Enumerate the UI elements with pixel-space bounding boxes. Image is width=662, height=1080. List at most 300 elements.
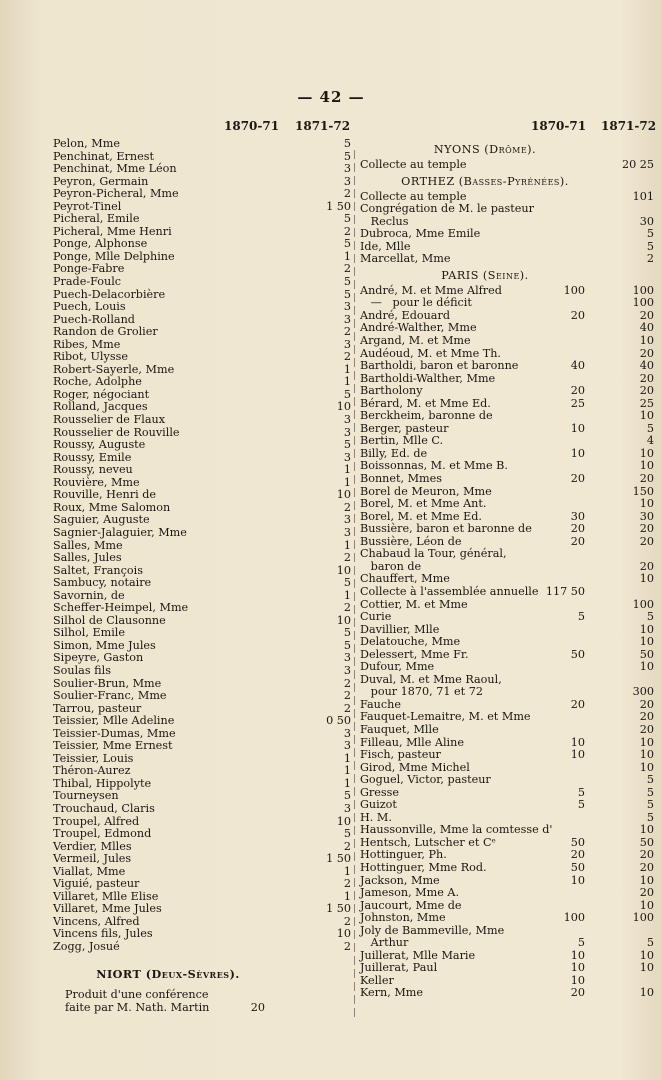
amount-1871-72: 2: [343, 676, 351, 690]
donor-name: Collecte au temple: [360, 189, 467, 203]
list-item: [360, 824, 660, 837]
donor-name: Trouchaud, Claris: [53, 801, 155, 815]
list-item: [360, 937, 660, 950]
amount-1871-72: 40: [639, 359, 654, 373]
donor-name: Soulier-Brun, Mme: [53, 676, 162, 690]
donor-name: Rolland, Jacques: [53, 400, 148, 414]
amount-1871-72: 3: [343, 300, 351, 314]
amount-1871-72: 5: [646, 773, 654, 787]
amount-1871-72: 20: [639, 886, 654, 900]
donor-name: Soulas fils: [53, 663, 111, 677]
donor-name: André, M. et Mme Alfred: [360, 283, 502, 297]
donor-name: Hottinguer, Mme Rod.: [360, 860, 487, 874]
left-column: [53, 138, 353, 954]
amount-1871-72: 5: [343, 212, 351, 226]
list-item: [360, 862, 660, 875]
amount-1871-72: 20: [639, 697, 654, 711]
amount-1871-72: 20: [639, 371, 654, 385]
amount-1870-71: 10: [570, 961, 585, 975]
donor-name: — pour le déficit: [360, 296, 472, 310]
amount-1871-72: 20: [639, 534, 654, 548]
amount-1871-72: 2: [343, 689, 351, 703]
right-column: [360, 140, 660, 1000]
amount-1871-72: 2: [343, 940, 351, 953]
amount-1871-72: 100: [632, 296, 654, 310]
amount-1870-71: 25: [570, 396, 585, 410]
list-item: [360, 335, 660, 348]
amount-1871-72: 5: [343, 137, 351, 150]
list-item: [53, 665, 353, 678]
right-header-1871: 1871-72: [601, 119, 657, 133]
amount-1871-72: 5: [646, 936, 654, 950]
list-item: [360, 636, 660, 649]
amount-1870-71: 20: [570, 384, 585, 398]
amount-1871-72: 1: [343, 463, 351, 477]
amount-1870-71: 50: [570, 835, 585, 849]
amount-1871-72: 10: [639, 572, 654, 586]
amount-1870-71: 50: [570, 860, 585, 874]
list-item: [360, 962, 660, 975]
amount-1871-72: 10: [639, 660, 654, 674]
amount-1871-72: 5: [646, 785, 654, 799]
donor-name: Puech-Delacorbière: [53, 287, 166, 301]
donor-name: H. M.: [360, 810, 392, 824]
amount-1871-72: 3: [343, 162, 351, 176]
amount-1871-72: 5: [646, 227, 654, 241]
amount-1871-72: 20: [639, 308, 654, 322]
donor-name: Girod, Mme Michel: [360, 760, 470, 774]
amount-1871-72: 20: [639, 472, 654, 486]
donor-name: Verdier, Mlles: [53, 839, 132, 853]
amount-1871-72: 1: [343, 889, 351, 903]
donor-name: Roger, négociant: [53, 387, 150, 401]
donor-name: Teissier-Dumas, Mme: [53, 726, 176, 740]
donor-name: Bonnet, Mmes: [360, 472, 443, 486]
amount-1871-72: 5: [343, 789, 351, 803]
list-item: [53, 163, 353, 176]
amount-1871-72: 5: [646, 610, 654, 624]
amount-1871-72: 5: [646, 798, 654, 812]
list-item: [360, 523, 660, 536]
list-item: [53, 489, 353, 502]
amount-1871-72: 3: [343, 337, 351, 351]
donor-name: Puech, Louis: [53, 300, 126, 314]
section-heading-row: [360, 172, 660, 191]
donor-name: Congrégation de M. le pasteur: [360, 202, 534, 216]
donor-name: Peyron-Picheral, Mme: [53, 187, 179, 201]
list-item: [53, 853, 353, 866]
amount-1871-72: 5: [343, 438, 351, 452]
niort-section: [53, 968, 353, 1014]
list-item: [360, 661, 660, 674]
amount-1871-72: 2: [343, 601, 351, 615]
amount-1870-71: 20: [570, 697, 585, 711]
donor-name: Delatouche, Mme: [360, 635, 461, 649]
donor-name: Vincens, Alfred: [53, 914, 140, 928]
donor-name: Jackson, Mme: [360, 873, 440, 887]
donor-name: Teissier, Mme Ernest: [53, 739, 173, 753]
amount-1871-72: 1 50: [326, 902, 351, 916]
amount-1871-72: 3: [343, 174, 351, 188]
amount-1871-72: 150: [632, 484, 654, 498]
donor-name: Peyrot-Tinel: [53, 199, 122, 213]
list-item: [53, 828, 353, 841]
amount-1871-72: 2: [343, 262, 351, 276]
list-item: [53, 213, 353, 226]
donor-name: Johnston, Mme: [360, 911, 446, 925]
amount-1871-72: 10: [336, 400, 351, 414]
donor-name: Ribot, Ulysse: [53, 350, 128, 364]
donor-name: Haussonville, Mme la comtesse d': [360, 823, 553, 837]
donor-name: Teissier, Mlle Adeline: [53, 714, 175, 728]
amount-1871-72: 20: [639, 710, 654, 724]
donor-name: Savornin, de: [53, 588, 125, 602]
donor-name: baron de: [360, 559, 422, 573]
amount-1871-72: 3: [343, 651, 351, 665]
amount-1871-72: 5: [646, 239, 654, 253]
amount-1871-72: 30: [639, 509, 654, 523]
donor-name: Thibal, Hippolyte: [53, 776, 152, 790]
donor-name: Chauffert, Mme: [360, 572, 450, 586]
donor-name: Fauche: [360, 697, 401, 711]
donor-name: Gresse: [360, 785, 400, 799]
donor-name: Villaret, Mlle Elise: [53, 889, 159, 903]
donor-name: Théron-Aurez: [53, 764, 131, 778]
donor-name: Berger, pasteur: [360, 421, 449, 435]
amount-1871-72: 10: [639, 873, 654, 887]
amount-1871-72: 10: [336, 814, 351, 828]
list-item: [53, 765, 353, 778]
amount-1870-71: 20: [570, 848, 585, 862]
amount-1871-72: 5: [343, 387, 351, 401]
amount-1871-72: 5: [343, 638, 351, 652]
donor-name: Fauquet-Lemaitre, M. et Mme: [360, 710, 531, 724]
list-item: [53, 552, 353, 565]
amount-1871-72: 100: [632, 597, 654, 611]
right-header-1870: 1870-71: [531, 119, 587, 133]
amount-1871-72: 1: [343, 776, 351, 790]
list-item: [360, 599, 660, 612]
donor-name: Tarrou, pasteur: [53, 701, 142, 715]
amount-1871-72: 20: [639, 860, 654, 874]
amount-1871-72: 20: [639, 346, 654, 360]
donor-name: Salles, Jules: [53, 551, 122, 565]
amount-1870-71: 10: [570, 873, 585, 887]
amount-1871-72: 300: [632, 685, 654, 699]
amount-1871-72: 2: [343, 914, 351, 928]
amount-1871-72: 10: [639, 748, 654, 762]
list-item: [360, 385, 660, 398]
donor-name: Zogg, Josué: [53, 940, 120, 953]
amount-1871-72: 1: [343, 249, 351, 263]
amount-1870-71: 50: [570, 647, 585, 661]
donor-name: Bertin, Mlle C.: [360, 434, 444, 448]
amount-1871-72: 100: [632, 911, 654, 925]
donor-name: Hottinguer, Ph.: [360, 848, 447, 862]
donor-name: Vermeil, Jules: [53, 852, 132, 866]
amount-1871-72: 10: [336, 613, 351, 627]
list-item: [53, 715, 353, 728]
amount-1871-72: 5: [343, 287, 351, 301]
amount-1871-72: 5: [343, 576, 351, 590]
amount-1871-72: 3: [343, 525, 351, 539]
donor-name: Pelon, Mme: [53, 137, 120, 150]
donor-name: Rousselier de Flaux: [53, 413, 166, 427]
donor-name: Troupel, Alfred: [53, 814, 140, 828]
amount-1871-72: 3: [343, 663, 351, 677]
amount-1871-72: 3: [343, 450, 351, 464]
amount-1871-72: 1: [343, 864, 351, 878]
amount-1870-71: 5: [577, 610, 585, 624]
list-item: [360, 203, 660, 216]
amount-1871-72: 2: [343, 551, 351, 565]
list-item: [360, 611, 660, 624]
donor-name: Silhol, Emile: [53, 626, 126, 640]
list-item: [53, 803, 353, 816]
donor-name: Simon, Mme Jules: [53, 638, 156, 652]
donor-name: Guizot: [360, 798, 397, 812]
amount-1871-72: 10: [336, 488, 351, 502]
donor-name: Bérard, M. et Mme Ed.: [360, 396, 491, 410]
amount-1871-72: 2: [646, 252, 654, 266]
niort-heading: NIORT (Deux-Sèvres).: [96, 967, 240, 981]
list-item: [53, 138, 353, 151]
list-item: [360, 253, 660, 266]
donor-name: Scheffer-Heimpel, Mme: [53, 601, 189, 615]
list-item: [53, 941, 353, 954]
amount-1871-72: 50: [639, 835, 654, 849]
amount-1871-72: 5: [343, 237, 351, 251]
amount-1870-71: 40: [570, 359, 585, 373]
niort-line1-row: [53, 989, 353, 1002]
donor-name: Saguier, Auguste: [53, 513, 150, 527]
donor-name: Fisch, pasteur: [360, 748, 441, 762]
donor-name: Arthur: [360, 936, 409, 950]
donor-name: Berckheim, baronne de: [360, 409, 493, 423]
niort-line1: Produit d'une conférence: [65, 988, 209, 1001]
donor-name: Ponge, Alphonse: [53, 237, 148, 251]
list-item: [360, 912, 660, 925]
amount-1871-72: 10: [639, 334, 654, 348]
amount-1871-72: 10: [639, 635, 654, 649]
donor-name: André, Edouard: [360, 308, 450, 322]
amount-1871-72: 5: [343, 275, 351, 289]
amount-1870-71: 5: [577, 936, 585, 950]
donor-name: Bartholdi-Walther, Mme: [360, 371, 496, 385]
amount-1870-71: 10: [570, 948, 585, 962]
list-item: [360, 159, 660, 172]
donor-name: Puech-Rolland: [53, 312, 135, 326]
donor-name: Ribes, Mme: [53, 337, 121, 351]
amount-1871-72: 10: [639, 622, 654, 636]
amount-1871-72: 5: [646, 810, 654, 824]
list-item: [360, 686, 660, 699]
amount-1871-72: 10: [639, 497, 654, 511]
donor-name: Delessert, Mme Fr.: [360, 647, 469, 661]
amount-1870-71: 5: [577, 785, 585, 799]
donor-name: Bartholdi, baron et baronne: [360, 359, 519, 373]
amount-1871-72: 2: [343, 325, 351, 339]
donor-name: Keller: [360, 973, 394, 987]
amount-1871-72: 10: [639, 986, 654, 1000]
amount-1870-71: 100: [563, 283, 585, 297]
amount-1871-72: 1: [343, 362, 351, 376]
donor-name: Rousselier de Rouville: [53, 425, 180, 439]
donor-name: Dufour, Mme: [360, 660, 435, 674]
amount-1871-72: 1: [343, 751, 351, 765]
donor-name: Roussy, neveu: [53, 463, 133, 477]
list-item: [360, 887, 660, 900]
amount-1871-72: 10: [639, 823, 654, 837]
amount-1871-72: 10: [639, 948, 654, 962]
amount-1871-72: 50: [639, 647, 654, 661]
list-item: [360, 498, 660, 511]
donor-name: Billy, Ed. de: [360, 446, 428, 460]
amount-1871-72: 4: [646, 434, 654, 448]
donor-name: Picheral, Emile: [53, 212, 140, 226]
amount-1870-71: 20: [570, 534, 585, 548]
amount-1870-71: 10: [570, 446, 585, 460]
amount-1871-72: 2: [343, 350, 351, 364]
donor-name: Duval, M. et Mme Raoul,: [360, 672, 502, 686]
amount-1871-72: 3: [343, 513, 351, 527]
amount-1870-71: 10: [570, 748, 585, 762]
donor-name: Borel, M. et Mme Ed.: [360, 509, 482, 523]
donor-name: Prade-Foulc: [53, 275, 122, 289]
amount-1871-72: 2: [343, 701, 351, 715]
section-heading: ORTHEZ (Basses-Pyrénées).: [401, 174, 569, 188]
amount-1871-72: 3: [343, 739, 351, 753]
list-item: [360, 749, 660, 762]
list-item: [53, 740, 353, 753]
donor-name: Teissier, Louis: [53, 751, 134, 765]
list-item: [53, 301, 353, 314]
list-item: [360, 724, 660, 737]
amount-1871-72: 2: [343, 224, 351, 238]
amount-1871-72: 20: [639, 722, 654, 736]
amount-1871-72: 3: [343, 726, 351, 740]
list-item: [53, 188, 353, 201]
donor-name: Rouville, Henri de: [53, 488, 156, 502]
donor-name: Penchinat, Mme Léon: [53, 162, 177, 176]
amount-1871-72: 20: [639, 559, 654, 573]
donor-name: Troupel, Edmond: [53, 827, 152, 841]
list-item: [53, 464, 353, 477]
amount-1871-72: 1: [343, 764, 351, 778]
donor-name: Chabaud la Tour, général,: [360, 547, 507, 561]
amount-1871-72: 2: [343, 500, 351, 514]
list-item: [360, 410, 660, 423]
donor-name: Collecte à l'assemblée annuelle: [360, 584, 539, 598]
amount-1870-71: 30: [570, 509, 585, 523]
list-item: [360, 228, 660, 241]
section-heading-row: [360, 266, 660, 285]
amount-1870-71: 20: [570, 986, 585, 1000]
donor-name: Bussière, Léon de: [360, 534, 462, 548]
section-heading-row: [360, 140, 660, 159]
list-item: [53, 276, 353, 289]
amount-1871-72: 20 25: [621, 158, 654, 171]
donor-name: Roussy, Emile: [53, 450, 132, 464]
donor-name: Sipeyre, Gaston: [53, 651, 144, 665]
donor-name: pour 1870, 71 et 72: [360, 685, 483, 699]
donor-name: Rouvière, Mme: [53, 475, 140, 489]
donor-name: Salles, Mme: [53, 538, 123, 552]
amount-1871-72: 3: [343, 425, 351, 439]
list-item: [360, 548, 660, 561]
section-heading: NYONS (Drôme).: [433, 143, 537, 156]
amount-1871-72: 5: [646, 421, 654, 435]
donor-name: Vincens fils, Jules: [53, 927, 153, 941]
amount-1871-72: 1 50: [326, 852, 351, 866]
donor-name: Filleau, Mlle Aline: [360, 735, 464, 749]
donor-name: Dubroca, Mme Emile: [360, 227, 481, 241]
donor-name: Cottier, M. et Mme: [360, 597, 468, 611]
list-item: [53, 527, 353, 540]
amount-1871-72: 10: [639, 760, 654, 774]
donor-name: Boissonnas, M. et Mme B.: [360, 459, 508, 473]
amount-1871-72: 10: [639, 898, 654, 912]
amount-1871-72: 1: [343, 538, 351, 552]
amount-1871-72: 3: [343, 413, 351, 427]
donor-name: Collecte au temple: [360, 158, 467, 171]
donor-name: Randon de Grolier: [53, 325, 158, 339]
amount-1871-72: 30: [639, 214, 654, 228]
amount-1871-72: 1: [343, 375, 351, 389]
donor-name: Roche, Adolphe: [53, 375, 142, 389]
left-header-1870: 1870-71: [224, 119, 280, 133]
section-heading: PARIS (Seine).: [441, 268, 529, 282]
donor-name: André-Walther, Mme: [360, 321, 477, 335]
amount-1870-71: 100: [563, 911, 585, 925]
amount-1871-72: 40: [639, 321, 654, 335]
amount-1871-72: 25: [639, 396, 654, 410]
donor-name: Jameson, Mme A.: [360, 886, 460, 900]
amount-1871-72: 10: [336, 563, 351, 577]
list-item: [360, 987, 660, 1000]
list-item: [53, 414, 353, 427]
amount-1871-72: 10: [639, 409, 654, 423]
donor-name: Viguié, pasteur: [53, 877, 140, 891]
amount-1871-72: 0 50: [326, 714, 351, 728]
donor-name: Jaucourt, Mme de: [360, 898, 462, 912]
amount-1871-72: 2: [343, 187, 351, 201]
donor-name: Audéoud, M. et Mme Th.: [360, 346, 501, 360]
amount-1871-72: 5: [343, 827, 351, 841]
amount-1870-71: 10: [570, 973, 585, 987]
amount-1871-72: 100: [632, 283, 654, 297]
donor-name: Goguel, Victor, pasteur: [360, 773, 491, 787]
amount-1871-72: 3: [343, 312, 351, 326]
donor-name: Roux, Mme Salomon: [53, 500, 171, 514]
donor-name: Peyron, Germain: [53, 174, 149, 188]
donor-name: Bussière, baron et baronne de: [360, 522, 532, 536]
donor-name: Curie: [360, 610, 392, 624]
donor-name: Ide, Mlle: [360, 239, 411, 253]
donor-name: Borel, M. et Mme Ant.: [360, 497, 487, 511]
amount-1871-72: 10: [639, 735, 654, 749]
donor-name: Davillier, Mlle: [360, 622, 440, 636]
list-item: [53, 602, 353, 615]
amount-1870-71: 5: [577, 798, 585, 812]
list-item: [360, 360, 660, 373]
page-number: — 42 —: [297, 88, 365, 106]
amount-1871-72: 101: [632, 189, 654, 203]
list-item: [53, 690, 353, 703]
donor-name: Viallat, Mme: [53, 864, 126, 878]
donor-name: Sambucy, notaire: [53, 576, 152, 590]
list-item: [53, 326, 353, 339]
